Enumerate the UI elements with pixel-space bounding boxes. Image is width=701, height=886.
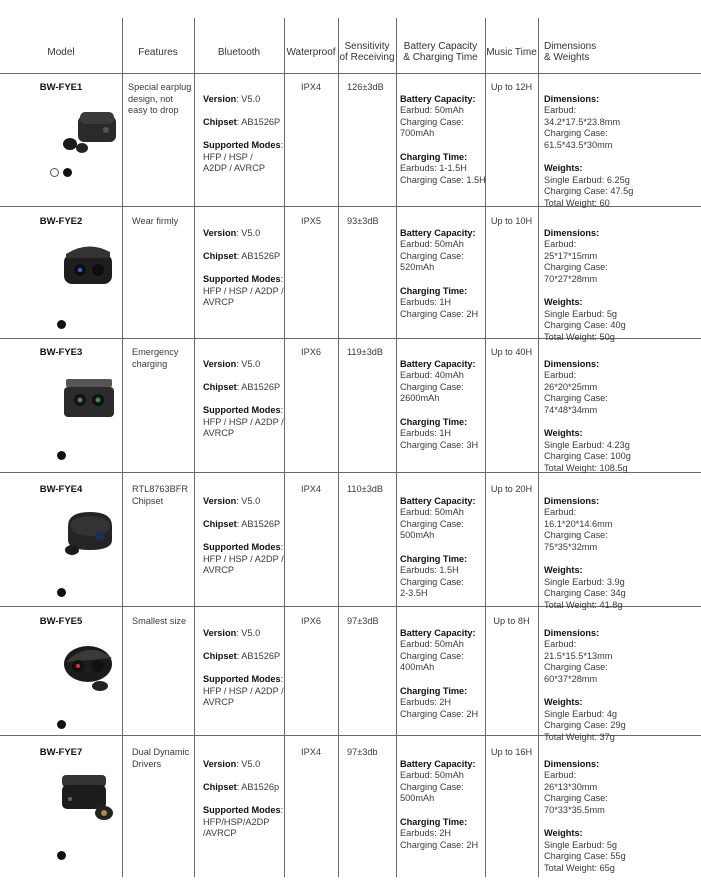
version-label: Version [203, 358, 237, 369]
version-label: Version [203, 93, 237, 104]
version-value: : V5.0 [236, 495, 261, 506]
modes-value: : HFP/HSP/A2DP /AVRCP [203, 804, 284, 839]
modes-value: : HFP / HSP / A2DP / AVRCP [203, 541, 284, 576]
dimensions-label: Dimensions: [544, 627, 600, 638]
charging-time-value: Earbuds: 2H Charging Case: 2H [400, 828, 479, 850]
chipset-label: Chipset [203, 518, 237, 529]
battery-capacity-value: Earbud: 50mAh Charging Case: 400mAh [400, 639, 464, 673]
modes-value: : HFP / HSP / A2DP / AVRCP [203, 404, 284, 439]
header-battery: Battery Capacity & Charging Time [403, 41, 478, 63]
color-options [0, 588, 122, 597]
feature-text: Wear firmly [132, 216, 179, 226]
modes-value: : HFP / HSP / A2DP / AVRCP [203, 139, 284, 174]
charging-time-value: Earbuds: 1H Charging Case: 2H [400, 297, 479, 319]
color-swatch-black [57, 588, 66, 597]
color-swatch-black [57, 320, 66, 329]
product-image [58, 504, 120, 560]
feature-text: Smallest size [132, 616, 187, 626]
chipset-label: Chipset [203, 781, 237, 792]
battery-specs [400, 216, 486, 332]
battery-specs [400, 747, 486, 863]
model-name: BW-FYE2 [39, 216, 83, 227]
header-dimensions: Dimensions & Weights [544, 41, 597, 63]
version-label: Version [203, 627, 237, 638]
dimensions-label: Dimensions: [544, 495, 600, 506]
charging-time-value: Earbuds: 1.5H Charging Case: 2-3.5H [400, 565, 464, 599]
model-name: BW-FYE5 [39, 616, 83, 627]
weights-value: Single Earbud: 4g Charging Case: 29g Total Weight: 37g [544, 708, 626, 742]
weights-label: Weights: [544, 697, 583, 708]
waterproof-rating: IPX4 [301, 484, 321, 494]
weights-value: Single Earbud: 5g Charging Case: 40g Total Weight: 50g [544, 308, 626, 342]
header-waterproof: Waterproof [286, 46, 336, 58]
dimensions-label: Dimensions: [544, 93, 600, 104]
version-value: : V5.0 [236, 627, 261, 638]
col-divider [538, 18, 539, 877]
feature-text: Dual Dynamic Drivers [132, 747, 190, 769]
color-options [0, 320, 122, 329]
model-name: BW-FYE4 [39, 484, 83, 495]
charging-time-label: Charging Time: [400, 151, 468, 162]
dimensions-value: Earbud: 26*20*25mm Charging Case: 74*48*34mm [544, 370, 608, 415]
dimensions-value: Earbud: 16.1*20*14.6mm Charging Case: 75*35*32mm [544, 507, 613, 552]
dimensions-label: Dimensions: [544, 758, 600, 769]
model-name: BW-FYE3 [39, 347, 83, 358]
weights-value: Single Earbud: 3.9g Charging Case: 34g Total Weight: 41.8g [544, 576, 626, 610]
weights-label: Weights: [544, 828, 583, 839]
waterproof-rating: IPX6 [301, 347, 321, 357]
version-label: Version [203, 758, 237, 769]
bluetooth-specs [203, 747, 287, 840]
model-name: BW-FYE7 [39, 747, 83, 758]
bluetooth-specs [203, 347, 287, 440]
battery-capacity-value: Earbud: 50mAh Charging Case: 700mAh [400, 105, 464, 139]
version-label: Version [203, 227, 237, 238]
chipset-value: : AB1526p [236, 781, 280, 792]
model-name: BW-FYE1 [39, 82, 83, 93]
battery-capacity-label: Battery Capacity: [400, 495, 476, 506]
music-time: Up to 8H [493, 616, 530, 626]
dimension-specs [544, 747, 700, 886]
color-swatch-black [63, 168, 72, 177]
version-value: : V5.0 [236, 358, 261, 369]
battery-capacity-value: Earbud: 50mAh Charging Case: 520mAh [400, 239, 464, 273]
weights-value: Single Earbud: 4.23g Charging Case: 100g Total Weight: 108.5g [544, 439, 631, 473]
color-options [0, 168, 122, 177]
color-swatch-white [50, 168, 59, 177]
color-options [0, 451, 122, 460]
product-image [58, 367, 120, 423]
chipset-label: Chipset [203, 116, 237, 127]
feature-text: RTL8763BFR Chipset [132, 484, 189, 506]
battery-specs [400, 616, 486, 732]
bluetooth-specs [203, 484, 287, 577]
header-music-time: Music Time [486, 46, 537, 58]
bluetooth-specs [203, 216, 287, 309]
color-swatch-black [57, 851, 66, 860]
charging-time-label: Charging Time: [400, 685, 468, 696]
chipset-value: : AB1526P [236, 381, 281, 392]
color-swatch-black [57, 720, 66, 729]
header-sensitivity: Sensitivity of Receiving [339, 41, 395, 63]
charging-time-value: Earbuds: 1-1.5H Charging Case: 1.5H [400, 163, 486, 185]
version-value: : V5.0 [236, 227, 261, 238]
weights-label: Weights: [544, 565, 583, 576]
sensitivity-value: 119±3dB [347, 347, 384, 357]
color-swatch-black [57, 451, 66, 460]
product-image [58, 636, 120, 692]
charging-time-label: Charging Time: [400, 553, 468, 564]
sensitivity-value: 97±3dB [347, 616, 379, 626]
music-time: Up to 12H [490, 82, 533, 92]
chipset-value: : AB1526P [236, 116, 281, 127]
dimension-specs [544, 82, 700, 221]
weights-value: Single Earbud: 6.25g Charging Case: 47.5g Total Weight: 60 [544, 174, 634, 208]
sensitivity-value: 110±3dB [347, 484, 384, 494]
chipset-value: : AB1526P [236, 650, 281, 661]
charging-time-value: Earbuds: 2H Charging Case: 2H [400, 697, 479, 719]
chipset-label: Chipset [203, 250, 237, 261]
header-model: Model [47, 46, 75, 58]
col-divider [396, 18, 397, 877]
modes-label: Supported Modes [203, 273, 281, 284]
battery-capacity-label: Battery Capacity: [400, 627, 476, 638]
weights-label: Weights: [544, 297, 583, 308]
dimensions-value: Earbud: 25*17*15mm Charging Case: 70*27*28mm [544, 239, 608, 284]
weights-value: Single Earbud: 5g Charging Case: 55g Total Weight: 65g [544, 839, 626, 873]
product-image [58, 767, 120, 823]
sensitivity-value: 93±3dB [347, 216, 379, 226]
waterproof-rating: IPX4 [301, 82, 321, 92]
waterproof-rating: IPX4 [301, 747, 321, 757]
battery-capacity-value: Earbud: 50mAh Charging Case: 500mAh [400, 770, 464, 804]
feature-text: Special earplug design, not easy to drop [128, 82, 192, 116]
dimension-specs [544, 616, 700, 755]
battery-specs [400, 82, 486, 198]
battery-capacity-value: Earbud: 50mAh Charging Case: 500mAh [400, 507, 464, 541]
sensitivity-value: 97±3db [347, 747, 378, 757]
charging-time-label: Charging Time: [400, 816, 468, 827]
chipset-value: : AB1526P [236, 518, 281, 529]
col-divider [338, 18, 339, 877]
sensitivity-value: 126±3dB [347, 82, 384, 92]
battery-capacity-label: Battery Capacity: [400, 758, 476, 769]
dimensions-value: Earbud: 26*13*30mm Charging Case: 70*33*35.5mm [544, 770, 608, 815]
weights-label: Weights: [544, 428, 583, 439]
modes-label: Supported Modes [203, 804, 281, 815]
dimensions-label: Dimensions: [544, 227, 600, 238]
music-time: Up to 40H [490, 347, 533, 357]
bluetooth-specs [203, 82, 287, 175]
product-image [58, 236, 120, 292]
version-value: : V5.0 [236, 758, 261, 769]
charging-time-value: Earbuds: 1H Charging Case: 3H [400, 428, 479, 450]
modes-label: Supported Modes [203, 673, 281, 684]
dimensions-value: Earbud: 34.2*17.5*23.8mm Charging Case: 61.5*43.5*30mm [544, 105, 621, 150]
modes-value: : HFP / HSP / A2DP / AVRCP [203, 273, 284, 308]
dimension-specs [544, 484, 700, 623]
chipset-value: : AB1526P [236, 250, 281, 261]
bluetooth-specs [203, 616, 287, 709]
header-bluetooth: Bluetooth [217, 46, 261, 58]
product-image [58, 102, 120, 158]
color-options [0, 720, 122, 729]
modes-label: Supported Modes [203, 541, 281, 552]
feature-text: Emergency charging [132, 347, 179, 369]
music-time: Up to 10H [490, 216, 533, 226]
dimension-specs [544, 347, 700, 486]
battery-specs [400, 484, 486, 612]
waterproof-rating: IPX6 [301, 616, 321, 626]
music-time: Up to 16H [490, 747, 533, 757]
battery-capacity-label: Battery Capacity: [400, 227, 476, 238]
charging-time-label: Charging Time: [400, 285, 468, 296]
chipset-label: Chipset [203, 381, 237, 392]
modes-value: : HFP / HSP / A2DP / AVRCP [203, 673, 284, 708]
dimensions-label: Dimensions: [544, 358, 600, 369]
battery-capacity-value: Earbud: 40mAh Charging Case: 2600mAh [400, 370, 464, 404]
battery-specs [400, 347, 486, 463]
chipset-label: Chipset [203, 650, 237, 661]
weights-label: Weights: [544, 163, 583, 174]
charging-time-label: Charging Time: [400, 416, 468, 427]
version-label: Version [203, 495, 237, 506]
music-time: Up to 20H [490, 484, 533, 494]
battery-capacity-label: Battery Capacity: [400, 93, 476, 104]
header-features: Features [138, 46, 178, 58]
modes-label: Supported Modes [203, 404, 281, 415]
dimensions-value: Earbud: 21.5*15.5*13mm Charging Case: 60*37*28mm [544, 639, 613, 684]
version-value: : V5.0 [236, 93, 261, 104]
dimension-specs [544, 216, 700, 355]
col-divider [122, 18, 123, 877]
waterproof-rating: IPX5 [301, 216, 321, 226]
battery-capacity-label: Battery Capacity: [400, 358, 476, 369]
modes-label: Supported Modes [203, 139, 281, 150]
color-options [0, 851, 122, 860]
